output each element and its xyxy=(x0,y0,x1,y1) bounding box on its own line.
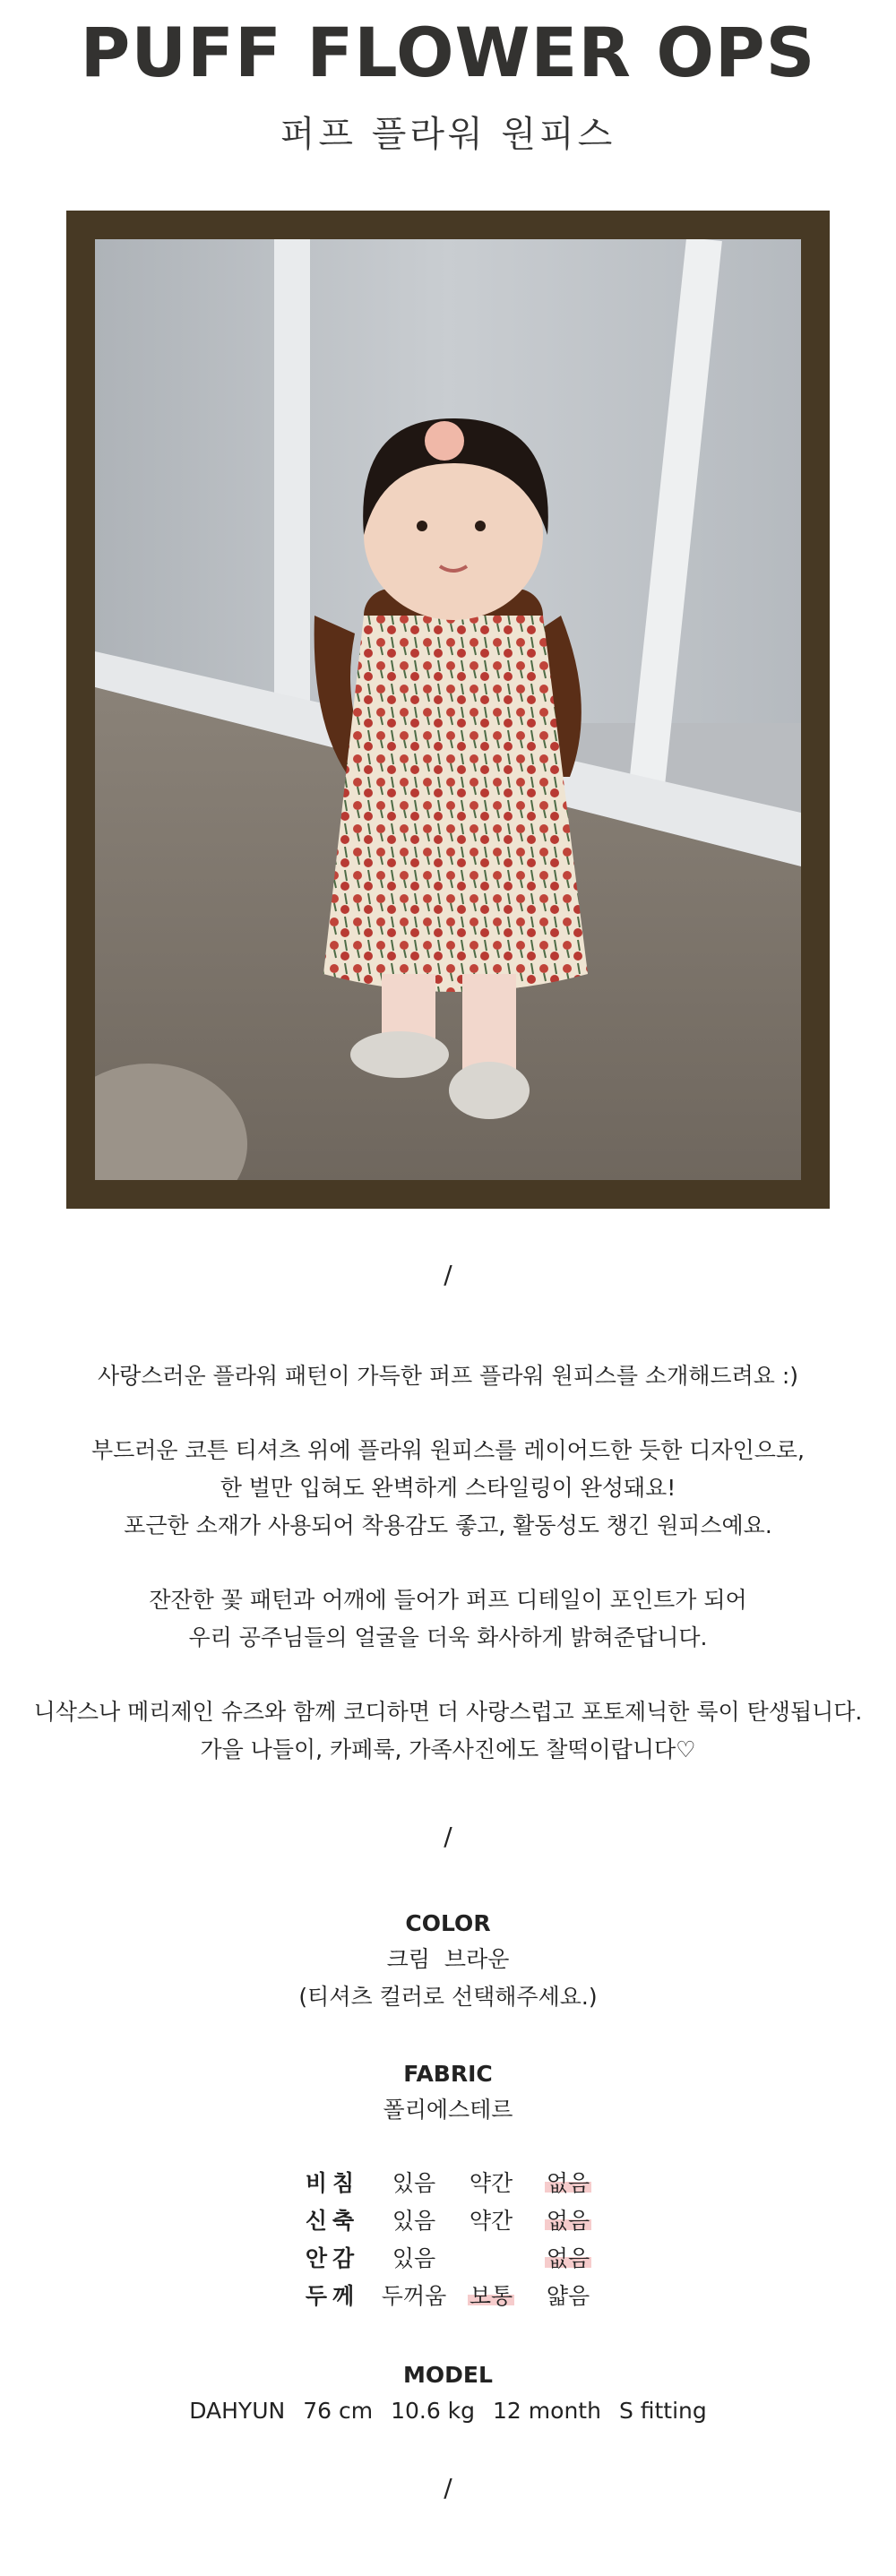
color-option: 크림 xyxy=(386,1946,430,1972)
spec-option-selected: 없음 xyxy=(530,2238,607,2276)
description-paragraph: 니삭스나 메리제인 슈즈와 함께 코디하면 더 사랑스럽고 포토제닉한 룩이 탄생됩니다. 가을 나들이, 카페룩, 가족사진에도 찰떡이랍니다♡ xyxy=(33,1699,863,1762)
fabric-heading: FABRIC xyxy=(403,2061,493,2087)
description-paragraph: 잔잔한 꽃 패턴과 어깨에 들어가 퍼프 디테일이 포인트가 되어 우리 공주님들의 얼굴을 더욱 화사하게 밝혀준답니다. xyxy=(149,1587,747,1650)
product-subtitle: 퍼프 플라워 원피스 xyxy=(280,114,616,155)
spec-row-lining xyxy=(289,2238,607,2276)
spec-option-selected: 없음 xyxy=(530,2163,607,2201)
spec-row-transparency xyxy=(289,2163,607,2201)
product-title: PUFF FLOWER OPS xyxy=(80,13,816,92)
spec-label: 안감 xyxy=(305,2245,360,2271)
spec-option: 있음 xyxy=(392,2208,436,2234)
spec-option: 있음 xyxy=(392,2245,436,2271)
model-fitting: S fitting xyxy=(618,2398,707,2424)
description-paragraph: 부드러운 코튼 티셔츠 위에 플라워 원피스를 레이어드한 듯한 디자인으로, 한 벌만 입혀도 완벽하게 스타일링이 완성돼요! 포근한 소재가 사용되어 착용감도 좋고, 활동성도 챙긴 원피스예요. xyxy=(90,1437,806,1538)
model-info xyxy=(0,2392,896,2430)
spec-option: 두꺼움 xyxy=(381,2283,447,2309)
spec-option: 얇음 xyxy=(546,2283,590,2309)
spec-option: 약간 xyxy=(469,2170,513,2196)
spec-row-stretch xyxy=(289,2201,607,2238)
spec-label: 두께 xyxy=(305,2283,360,2309)
model-name: DAHYUN xyxy=(189,2398,286,2424)
model-heading: MODEL xyxy=(403,2362,493,2388)
spec-option xyxy=(452,2238,530,2276)
model-age: 12 month xyxy=(493,2398,601,2424)
spec-row-thickness xyxy=(289,2276,607,2313)
color-option: 브라운 xyxy=(444,1946,510,1972)
spec-option: 있음 xyxy=(392,2170,436,2196)
spec-option: 약간 xyxy=(469,2208,513,2234)
fabric-value: 폴리에스테르 xyxy=(383,2097,513,2123)
spec-option-selected: 없음 xyxy=(530,2201,607,2238)
product-photo xyxy=(95,239,801,1180)
description-paragraph: 사랑스러운 플라워 패턴이 가득한 퍼프 플라워 원피스를 소개해드려요 :) xyxy=(97,1363,799,1389)
product-photo-frame xyxy=(66,211,830,1209)
section-divider: / xyxy=(444,2473,452,2503)
spec-label: 신축 xyxy=(305,2208,360,2234)
spec-label: 비침 xyxy=(305,2170,360,2196)
color-note: (티셔츠 컬러로 선택해주세요.) xyxy=(298,1984,598,2010)
color-heading: COLOR xyxy=(405,1910,491,1936)
section-divider: / xyxy=(444,1822,452,1851)
spec-table xyxy=(289,2163,607,2313)
spec-option-selected: 보통 xyxy=(452,2276,530,2313)
color-values xyxy=(0,1941,896,1978)
model-weight: 10.6 kg xyxy=(391,2398,476,2424)
model-height: 76 cm xyxy=(303,2398,374,2424)
section-divider: / xyxy=(444,1260,452,1289)
